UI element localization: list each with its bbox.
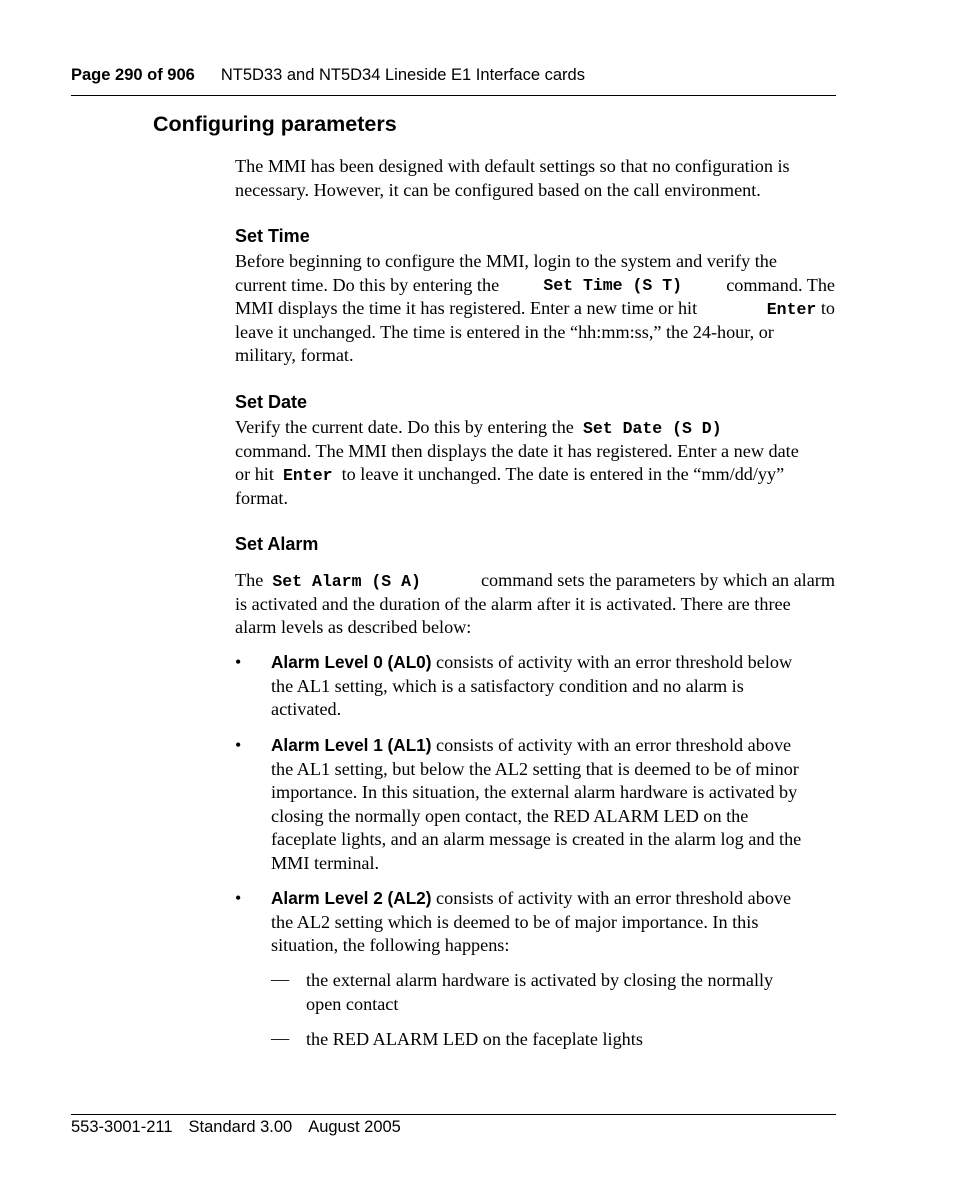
alarm-level-0-item [271, 651, 835, 722]
set-date-line-2: command. The MMI then displays the date it has registered. Enter a new date [235, 440, 799, 461]
list-item-line: the AL1 setting, which is a satisfactory condition and no alarm is [271, 675, 744, 696]
set-date-text: Verify the current date. Do this by entering the [235, 417, 574, 437]
alarm-level-1-label: Alarm Level 1 (AL1) [271, 735, 432, 755]
list-item-text: consists of activity with an error threshold above [436, 888, 792, 908]
alarm-level-2-item [271, 887, 835, 958]
list-item-line: closing the normally open contact, the RED ALARM LED on the [271, 805, 749, 826]
enter-command: Enter [283, 466, 333, 485]
dash-marker: — [271, 1028, 290, 1048]
list-item-line: the external alarm hardware is activated by closing the normally [306, 970, 774, 990]
dash-marker: — [271, 969, 290, 989]
set-alarm-line-3: alarm levels as described below: [235, 617, 472, 637]
set-date-line-1 [235, 416, 835, 440]
list-item-line: importance. In this situation, the external alarm hardware is activated by [271, 782, 798, 802]
list-item-line [271, 887, 835, 911]
set-alarm-heading: Set Alarm [235, 534, 319, 554]
header-rule [71, 95, 836, 96]
set-date-line-4: format. [235, 487, 289, 508]
publication-date: August 2005 [308, 1118, 401, 1136]
bullet-marker: • [235, 652, 242, 672]
alarm-level-2-label: Alarm Level 2 (AL2) [271, 888, 432, 908]
set-alarm-line-2: is activated and the duration of the alarm after it is activated. There are three [235, 593, 791, 614]
page-number: Page 290 of 906 [71, 66, 195, 84]
set-time-line-3 [235, 297, 835, 321]
list-item-line: the AL2 setting which is deemed to be of major importance. In this [271, 911, 759, 932]
set-date-text: to leave it unchanged. The date is entered in the “mm/dd/yy” [341, 464, 785, 484]
footer-rule [71, 1114, 836, 1115]
set-date-text: or hit [235, 464, 274, 484]
set-alarm-line-1 [235, 569, 835, 593]
set-time-heading: Set Time [235, 226, 310, 246]
al2-subitem-1 [306, 969, 836, 1016]
set-time-paragraph [235, 250, 835, 368]
document-title: NT5D33 and NT5D34 Lineside E1 Interface cards [220, 66, 585, 84]
list-item-line: faceplate lights, and an alarm message is created in the alarm log and the [271, 829, 802, 849]
bullet-marker: • [235, 888, 242, 908]
alarm-level-0-label: Alarm Level 0 (AL0) [271, 652, 432, 672]
standard-version: Standard 3.00 [188, 1118, 293, 1136]
enter-command: Enter [766, 300, 817, 319]
set-alarm-paragraph [235, 569, 835, 640]
list-item-line [271, 734, 835, 758]
set-time-text: command. The [726, 274, 835, 295]
page-header [71, 66, 585, 85]
set-alarm-command: Set Alarm (S A) [272, 572, 421, 591]
set-time-line-1: Before beginning to configure the MMI, login to the system and verify the [235, 251, 777, 271]
intro-line-1: The MMI has been designed with default settings so that no configuration is [235, 156, 790, 176]
set-time-line-5: military, format. [235, 345, 354, 365]
list-item-line: the AL1 setting, but below the AL2 setting that is deemed to be of minor [271, 758, 799, 779]
list-item-text: consists of activity with an error threshold below [436, 652, 793, 672]
list-item-text: consists of activity with an error threshold above [436, 735, 792, 755]
document-number: 553-3001-211 [71, 1118, 173, 1136]
page-footer [71, 1118, 417, 1137]
set-date-paragraph [235, 416, 835, 510]
set-date-line-3 [235, 463, 835, 487]
list-item-line: situation, the following happens: [271, 935, 510, 955]
set-time-command: Set Time (S T) [543, 275, 682, 295]
set-alarm-text: The [235, 570, 264, 590]
set-time-text: MMI displays the time it has registered. Enter a new time or hit [235, 298, 698, 318]
intro-paragraph [235, 155, 835, 202]
list-item-line: activated. [271, 699, 342, 719]
set-time-text: current time. Do this by entering the [235, 274, 500, 295]
list-item-line: MMI terminal. [271, 852, 380, 873]
set-alarm-text: command sets the parameters by which an alarm [480, 570, 835, 590]
set-time-line-2 [235, 274, 835, 298]
list-item-line [271, 651, 835, 675]
section-title: Configuring parameters [153, 112, 397, 136]
list-item-line: the RED ALARM LED on the faceplate lights [306, 1029, 643, 1049]
bullet-marker: • [235, 735, 242, 755]
alarm-level-1-item [271, 734, 835, 875]
set-date-command: Set Date (S D) [582, 419, 722, 438]
set-time-text: to [820, 298, 835, 318]
al2-subitem-2 [306, 1028, 836, 1052]
set-date-heading: Set Date [235, 392, 308, 412]
list-item-line: open contact [306, 993, 399, 1014]
intro-line-2: necessary. However, it can be configured based on the call environment. [235, 179, 761, 200]
set-time-line-4: leave it unchanged. The time is entered in the “hh:mm:ss,” the 24-hour, or [235, 321, 774, 342]
